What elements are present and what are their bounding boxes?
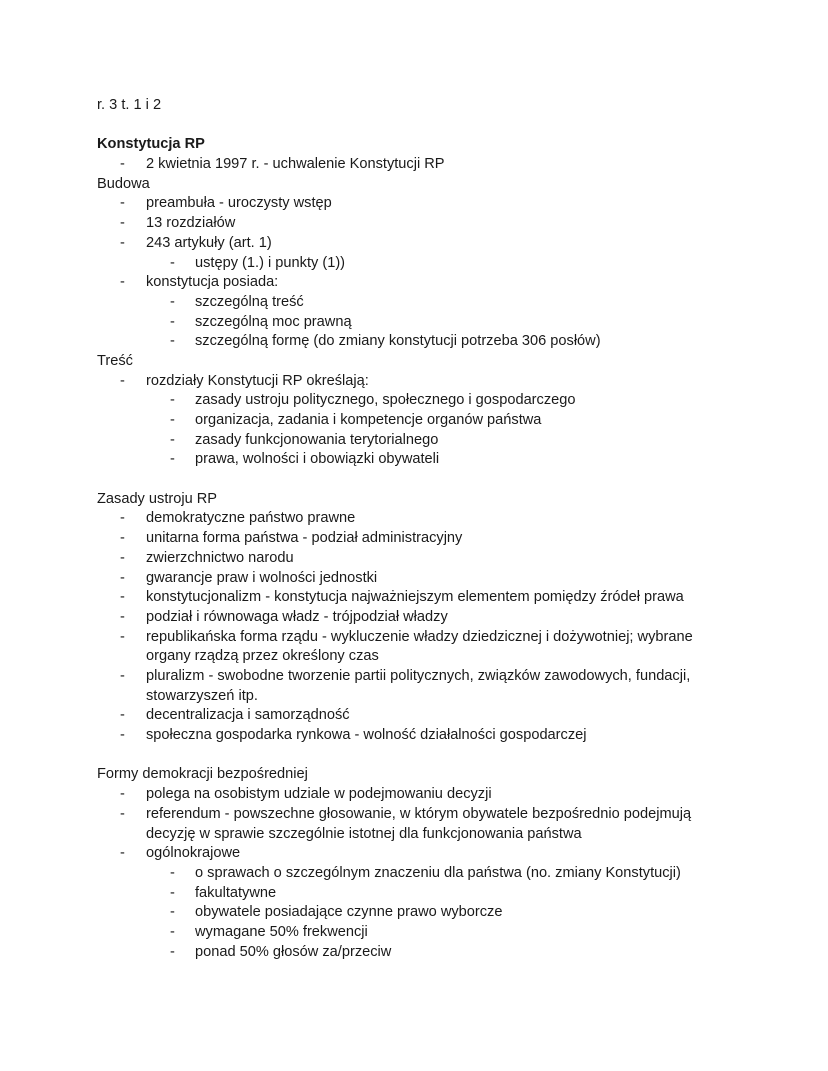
section-heading-formy: Formy demokracji bezpośredniej: [97, 766, 308, 783]
list-subitem: [97, 313, 737, 333]
list-item: [97, 549, 737, 569]
list-subitem: [97, 450, 737, 470]
bullet-dash: -: [120, 727, 125, 744]
spacer: [97, 470, 737, 490]
bullet-dash: -: [120, 274, 125, 291]
list-item-text: rozdziały Konstytucji RP określają:: [146, 372, 369, 389]
bullet-dash: -: [120, 234, 125, 251]
bullet-dash: -: [120, 372, 125, 389]
list-item-text: fakultatywne: [195, 884, 277, 901]
list-item-text: o sprawach o szczególnym znaczeniu dla państwa (no. zmiany Konstytucji): [195, 864, 681, 881]
list-item-text: szczególną formę (do zmiany konstytucji potrzeba 306 posłów): [195, 333, 601, 350]
bullet-dash: -: [120, 805, 125, 822]
list-item-text: preambuła - uroczysty wstęp: [146, 195, 332, 212]
list-item-text: demokratyczne państwo prawne: [146, 510, 356, 527]
list-item: [97, 844, 737, 864]
list-subitem: [97, 943, 737, 963]
list-subitem: [97, 391, 737, 411]
bullet-dash: -: [170, 943, 175, 960]
bullet-dash: -: [170, 923, 175, 940]
section-heading-tresc: Treść: [97, 352, 133, 369]
bullet-dash: -: [120, 510, 125, 527]
list-item-text: obywatele posiadające czynne prawo wyborcze: [195, 904, 503, 921]
list-subitem: [97, 884, 737, 904]
list-item-text: prawa, wolności i obowiązki obywateli: [195, 451, 440, 468]
list-item-text: podział i równowaga władz - trójpodział władzy: [146, 608, 448, 625]
section-heading-budowa: Budowa: [97, 175, 150, 192]
list-item-text: pluralizm - swobodne tworzenie partii politycznych, związków zawodowych, fundacji, stowarzyszeń itp.: [146, 667, 691, 704]
list-item: [97, 628, 737, 667]
list-item: [97, 194, 737, 214]
list-item-text: konstytucja posiada:: [146, 274, 279, 291]
list-subitem: [97, 332, 737, 352]
list-item-text: 243 artykuły (art. 1): [146, 234, 272, 251]
list-item-text: organizacja, zadania i kompetencje organów państwa: [195, 412, 542, 428]
bullet-dash: -: [170, 333, 175, 350]
bullet-dash: -: [170, 884, 175, 901]
list-item-text: zasady funkcjonowania terytorialnego: [195, 431, 439, 448]
header-reference: r. 3 t. 1 i 2: [97, 97, 162, 113]
list-item-text: szczególną moc prawną: [195, 313, 352, 330]
bullet-dash: -: [120, 589, 125, 606]
bullet-dash: -: [170, 254, 175, 271]
bullet-dash: -: [120, 707, 125, 724]
bullet-dash: -: [120, 530, 125, 547]
list-item: [97, 588, 737, 608]
spacer: [97, 746, 737, 766]
bullet-dash: -: [170, 392, 175, 409]
list-subitem: [97, 864, 737, 884]
bullet-dash: -: [120, 549, 125, 566]
document-body: [97, 96, 737, 962]
list-subitem: [97, 903, 737, 923]
section-heading-zasady: Zasady ustroju RP: [97, 490, 218, 507]
list-item: [97, 273, 737, 293]
list-subitem: [97, 923, 737, 943]
bullet-dash: -: [120, 845, 125, 862]
list-item-text: 13 rozdziałów: [146, 215, 236, 232]
list-item-text: wymagane 50% frekwencji: [195, 923, 368, 940]
list-item-text: unitarna forma państwa - podział administracyjny: [146, 530, 463, 547]
list-subitem: [97, 293, 737, 313]
list-item: [97, 805, 737, 844]
list-subitem: [97, 254, 737, 274]
list-item: [97, 509, 737, 529]
list-item-text: decentralizacja i samorządność: [146, 707, 350, 724]
list-item: [97, 372, 737, 392]
list-item-text: referendum - powszechne głosowanie, w którym obywatele bezpośrednio podejmują decyzję w sprawie szczególnie istotnej dla funkcjonowania państwa: [146, 805, 692, 842]
list-item: [97, 706, 737, 726]
list-item: [97, 234, 737, 254]
list-item-text: szczególną treść: [195, 293, 304, 310]
bullet-dash: -: [120, 667, 125, 684]
list-item-text: społeczna gospodarka rynkowa - wolność działalności gospodarczej: [146, 727, 587, 744]
bullet-dash: -: [120, 156, 125, 173]
bullet-dash: -: [170, 451, 175, 468]
list-subitem: [97, 411, 737, 431]
list-item: [97, 726, 737, 746]
bullet-dash: -: [120, 215, 125, 232]
list-item-text: 2 kwietnia 1997 r. - uchwalenie Konstytucji RP: [146, 156, 445, 173]
list-item: [97, 214, 737, 234]
list-item-text: gwarancje praw i wolności jednostki: [146, 569, 378, 586]
bullet-dash: -: [120, 569, 125, 586]
list-item-text: polega na osobistym udziale w podejmowaniu decyzji: [146, 786, 492, 803]
bullet-dash: -: [170, 412, 175, 428]
bullet-dash: -: [120, 195, 125, 212]
spacer: [97, 116, 737, 136]
list-item-text: republikańska forma rządu - wykluczenie władzy dziedzicznej i dożywotniej; wybrane organy rządzą przez określony czas: [146, 628, 693, 665]
list-item-text: ponad 50% głosów za/przeciw: [195, 943, 392, 960]
bullet-dash: -: [170, 293, 175, 310]
bullet-dash: -: [170, 313, 175, 330]
list-item: [97, 608, 737, 628]
list-item: [97, 529, 737, 549]
list-item: [97, 785, 737, 805]
bullet-dash: -: [170, 864, 175, 881]
list-item: [97, 667, 737, 706]
list-item-text: konstytucjonalizm - konstytucja najważniejszym elementem pomiędzy źródeł prawa: [146, 589, 684, 606]
bullet-dash: -: [120, 628, 125, 645]
bullet-dash: -: [170, 904, 175, 921]
document-title: Konstytucja RP: [97, 136, 205, 153]
list-item: [97, 155, 737, 175]
bullet-dash: -: [120, 786, 125, 803]
list-item-text: ustępy (1.) i punkty (1)): [195, 254, 346, 271]
list-item-text: zasady ustroju politycznego, społecznego i gospodarczego: [195, 392, 576, 409]
bullet-dash: -: [120, 608, 125, 625]
list-item: [97, 569, 737, 589]
list-subitem: [97, 431, 737, 451]
bullet-dash: -: [170, 431, 175, 448]
list-item-text: zwierzchnictwo narodu: [146, 549, 294, 566]
list-item-text: ogólnokrajowe: [146, 845, 241, 862]
